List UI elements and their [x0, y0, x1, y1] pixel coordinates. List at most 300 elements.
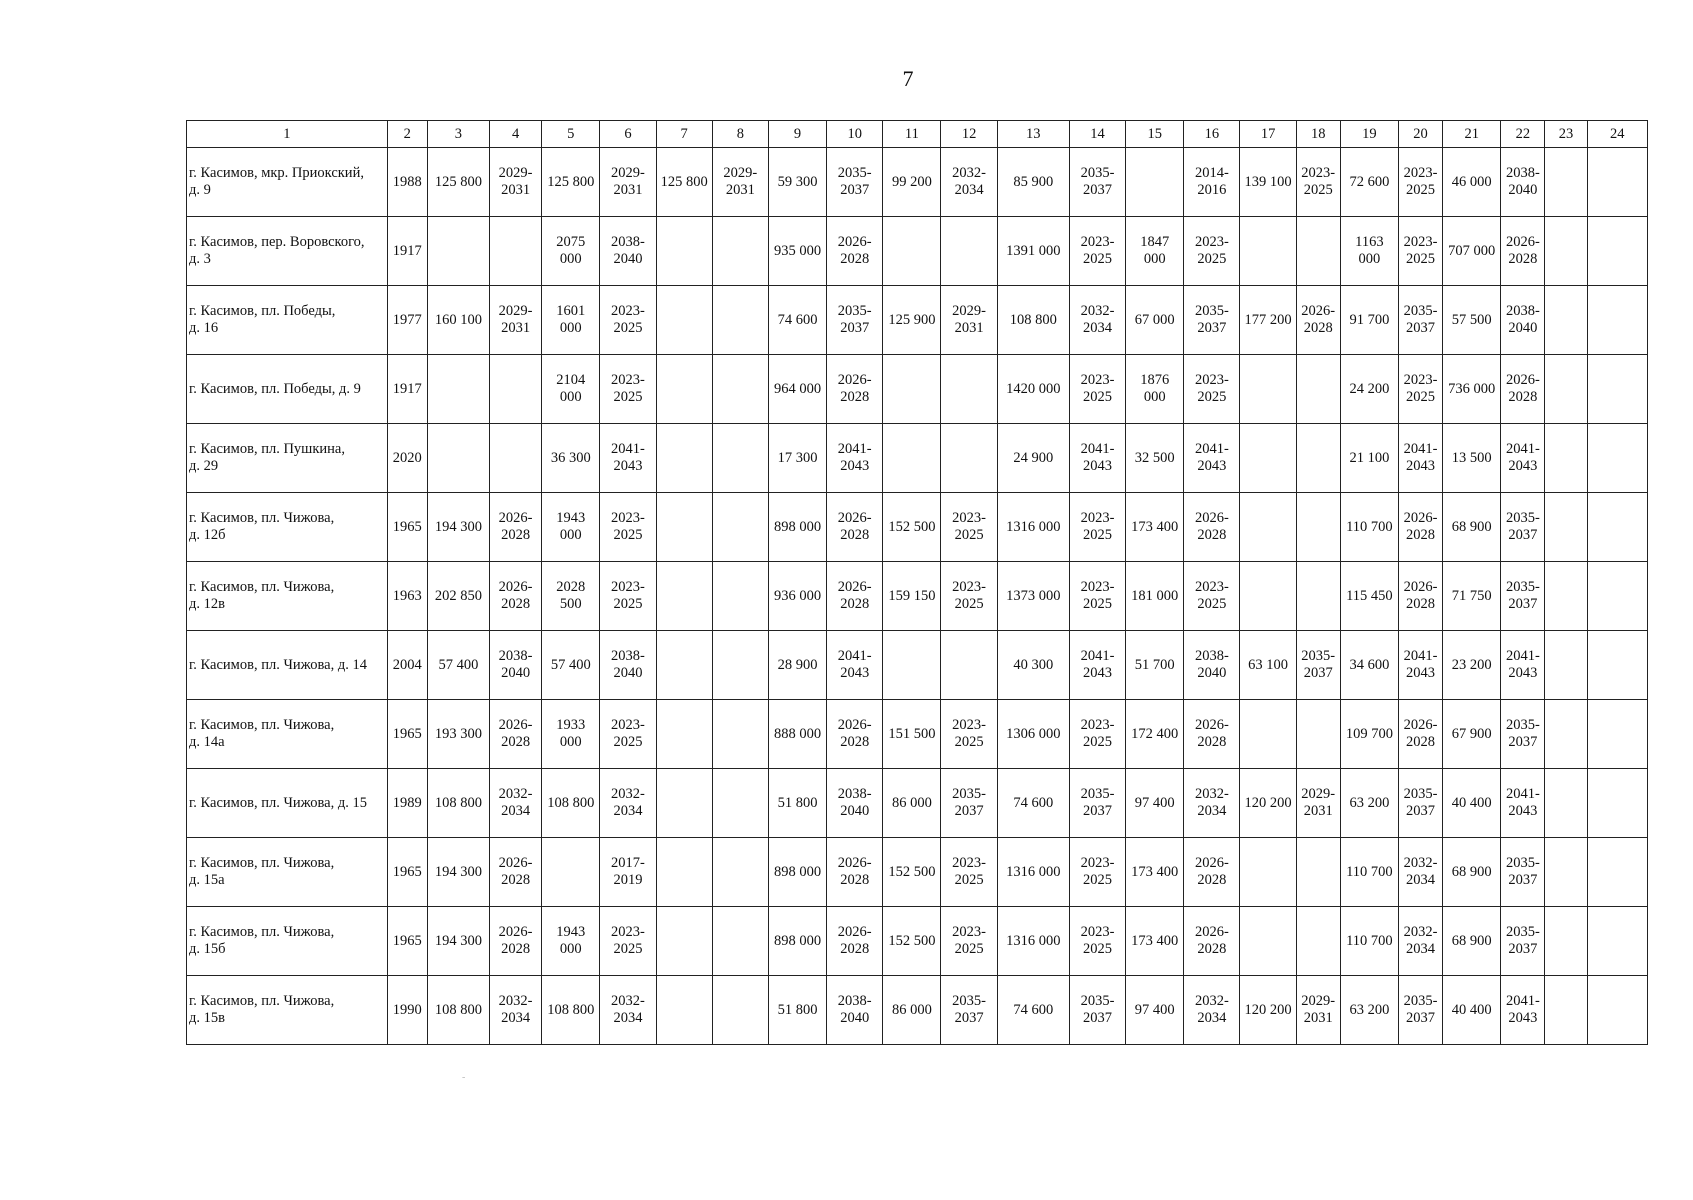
- table-cell: 1847 000: [1126, 217, 1184, 286]
- table-cell: 2026- 2028: [827, 700, 883, 769]
- table-cell: 964 000: [768, 355, 826, 424]
- table-cell: [1545, 424, 1587, 493]
- table-cell: [490, 217, 542, 286]
- table-cell: 2041- 2043: [827, 631, 883, 700]
- table-row: [187, 907, 1648, 976]
- column-header-19: 19: [1340, 121, 1398, 148]
- table-cell: 2023- 2025: [1069, 562, 1125, 631]
- table-cell: [1587, 907, 1647, 976]
- column-header-3: 3: [427, 121, 489, 148]
- table-cell: [1240, 217, 1296, 286]
- table-cell: [1587, 631, 1647, 700]
- table-cell: [712, 838, 768, 907]
- table-cell: 2035- 2037: [1069, 148, 1125, 217]
- column-header-24: 24: [1587, 121, 1647, 148]
- table-cell: 2035- 2037: [1501, 838, 1545, 907]
- table-cell: 898 000: [768, 493, 826, 562]
- table-cell: 1943 000: [542, 907, 600, 976]
- table-cell: 2026- 2028: [827, 493, 883, 562]
- table-cell: 109 700: [1340, 700, 1398, 769]
- table-cell: 2035- 2037: [1501, 562, 1545, 631]
- table-cell: 21 100: [1340, 424, 1398, 493]
- table-cell: 736 000: [1443, 355, 1501, 424]
- header-row: [187, 121, 1648, 148]
- table-cell: 1933 000: [542, 700, 600, 769]
- column-header-17: 17: [1240, 121, 1296, 148]
- table-cell: 139 100: [1240, 148, 1296, 217]
- column-header-18: 18: [1296, 121, 1340, 148]
- table-cell: [1296, 424, 1340, 493]
- column-header-6: 6: [600, 121, 656, 148]
- table-cell: 2029- 2031: [1296, 769, 1340, 838]
- table-cell: 2028 500: [542, 562, 600, 631]
- table-cell: [1587, 286, 1647, 355]
- table-cell: [1545, 976, 1587, 1045]
- table-cell: 2041- 2043: [1069, 424, 1125, 493]
- table-cell: [883, 217, 941, 286]
- column-header-16: 16: [1184, 121, 1240, 148]
- table-cell: [427, 355, 489, 424]
- column-header-23: 23: [1545, 121, 1587, 148]
- table-cell: 63 100: [1240, 631, 1296, 700]
- table-cell: 2032- 2034: [1184, 976, 1240, 1045]
- table-cell: [941, 217, 997, 286]
- table-cell: 2029- 2031: [490, 286, 542, 355]
- table-cell: 2026- 2028: [1398, 700, 1442, 769]
- table-cell: 2038- 2040: [827, 769, 883, 838]
- table-cell: [1296, 562, 1340, 631]
- table-cell: 1943 000: [542, 493, 600, 562]
- table-cell: 2023- 2025: [1398, 355, 1442, 424]
- table-row: [187, 631, 1648, 700]
- table-cell: 125 800: [656, 148, 712, 217]
- table-cell: [1240, 838, 1296, 907]
- table-cell: 2032- 2034: [941, 148, 997, 217]
- table-cell: 2004: [387, 631, 427, 700]
- table-cell: 177 200: [1240, 286, 1296, 355]
- table-cell: 2023- 2025: [1184, 355, 1240, 424]
- table-cell: [1587, 562, 1647, 631]
- table-cell: 36 300: [542, 424, 600, 493]
- table-cell: 1316 000: [997, 493, 1069, 562]
- table-cell: [883, 424, 941, 493]
- table-cell: 2023- 2025: [1069, 907, 1125, 976]
- table-cell: 86 000: [883, 976, 941, 1045]
- table-cell: 1420 000: [997, 355, 1069, 424]
- table-cell: 2038- 2040: [490, 631, 542, 700]
- table-cell: 2035- 2037: [1398, 769, 1442, 838]
- table-cell: 2026- 2028: [490, 493, 542, 562]
- table-cell: [656, 562, 712, 631]
- table-cell: [712, 355, 768, 424]
- table-cell: 2023- 2025: [600, 493, 656, 562]
- table-cell: 2075 000: [542, 217, 600, 286]
- table-cell: 74 600: [768, 286, 826, 355]
- table-cell: 2023- 2025: [941, 700, 997, 769]
- table-cell: 108 800: [427, 976, 489, 1045]
- column-header-7: 7: [656, 121, 712, 148]
- table-row: [187, 976, 1648, 1045]
- table-cell: 1373 000: [997, 562, 1069, 631]
- table-cell: 108 800: [542, 769, 600, 838]
- table-cell: [712, 769, 768, 838]
- table-cell: 91 700: [1340, 286, 1398, 355]
- table-cell: 2032- 2034: [490, 976, 542, 1045]
- table-cell: 2026- 2028: [1501, 217, 1545, 286]
- data-table: [186, 120, 1648, 1045]
- table-cell: 24 900: [997, 424, 1069, 493]
- table-cell: 2023- 2025: [1398, 217, 1442, 286]
- table-cell: [883, 355, 941, 424]
- table-cell: 172 400: [1126, 700, 1184, 769]
- table-cell: 67 900: [1443, 700, 1501, 769]
- table-cell: [1545, 217, 1587, 286]
- table-cell: [1587, 148, 1647, 217]
- table-cell: [1545, 838, 1587, 907]
- table-row: [187, 769, 1648, 838]
- table-cell: [941, 424, 997, 493]
- table-cell: [656, 355, 712, 424]
- table-cell: 110 700: [1340, 907, 1398, 976]
- table-cell: 1601 000: [542, 286, 600, 355]
- table-cell: 57 500: [1443, 286, 1501, 355]
- table-cell: 40 300: [997, 631, 1069, 700]
- table-cell: [712, 424, 768, 493]
- address-cell: г. Касимов, пл. Чижова, д. 12в: [187, 562, 388, 631]
- table-cell: [1126, 148, 1184, 217]
- table-cell: 2035- 2037: [827, 286, 883, 355]
- table-cell: 2035- 2037: [1501, 907, 1545, 976]
- table-cell: 2038- 2040: [600, 217, 656, 286]
- table-cell: 63 200: [1340, 976, 1398, 1045]
- table-cell: 935 000: [768, 217, 826, 286]
- table-cell: 2035- 2037: [1501, 493, 1545, 562]
- table-cell: 40 400: [1443, 769, 1501, 838]
- table-cell: 898 000: [768, 907, 826, 976]
- table-cell: 51 700: [1126, 631, 1184, 700]
- table-cell: 2023- 2025: [941, 493, 997, 562]
- table-row: [187, 424, 1648, 493]
- table-cell: 2026- 2028: [490, 838, 542, 907]
- table-header: [187, 121, 1648, 148]
- table-cell: 2023- 2025: [1069, 838, 1125, 907]
- table-cell: 1965: [387, 700, 427, 769]
- table-cell: 2023- 2025: [941, 907, 997, 976]
- address-cell: г. Касимов, пл. Чижова, д. 15а: [187, 838, 388, 907]
- column-header-20: 20: [1398, 121, 1442, 148]
- table-cell: 57 400: [427, 631, 489, 700]
- table-row: [187, 493, 1648, 562]
- table-cell: [941, 355, 997, 424]
- table-cell: 2032- 2034: [600, 769, 656, 838]
- table-cell: 2026- 2028: [1184, 907, 1240, 976]
- table-cell: [712, 286, 768, 355]
- table-cell: 2038- 2040: [1501, 286, 1545, 355]
- table-row: [187, 355, 1648, 424]
- table-cell: 2023- 2025: [1069, 700, 1125, 769]
- table-cell: [1587, 976, 1647, 1045]
- table-cell: [1545, 700, 1587, 769]
- table-cell: [1240, 700, 1296, 769]
- table-cell: 2023- 2025: [1184, 217, 1240, 286]
- table-cell: 32 500: [1126, 424, 1184, 493]
- table-cell: 2041- 2043: [1398, 424, 1442, 493]
- table-cell: 2029- 2031: [712, 148, 768, 217]
- table-cell: 2026- 2028: [1184, 700, 1240, 769]
- table-cell: 2032- 2034: [1069, 286, 1125, 355]
- table-cell: 2029- 2031: [600, 148, 656, 217]
- address-cell: г. Касимов, пл. Чижова, д. 12б: [187, 493, 388, 562]
- table-cell: 2041- 2043: [1069, 631, 1125, 700]
- table-cell: 152 500: [883, 838, 941, 907]
- table-cell: 1963: [387, 562, 427, 631]
- table-cell: 97 400: [1126, 769, 1184, 838]
- table-cell: 125 800: [542, 148, 600, 217]
- table-cell: 2023- 2025: [600, 700, 656, 769]
- table-cell: [712, 631, 768, 700]
- table-cell: 2035- 2037: [1069, 976, 1125, 1045]
- table-cell: 2026- 2028: [1184, 838, 1240, 907]
- table-cell: 46 000: [1443, 148, 1501, 217]
- table-cell: [1545, 493, 1587, 562]
- table-cell: 125 900: [883, 286, 941, 355]
- table-cell: 1391 000: [997, 217, 1069, 286]
- table-cell: 2035- 2037: [1296, 631, 1340, 700]
- table-cell: 181 000: [1126, 562, 1184, 631]
- table-cell: 2023- 2025: [1184, 562, 1240, 631]
- table-cell: 2032- 2034: [490, 769, 542, 838]
- table-cell: 194 300: [427, 838, 489, 907]
- table-cell: [1587, 700, 1647, 769]
- table-cell: 63 200: [1340, 769, 1398, 838]
- table-cell: 2026- 2028: [1501, 355, 1545, 424]
- table-cell: 1917: [387, 217, 427, 286]
- table-cell: 51 800: [768, 976, 826, 1045]
- table-cell: 1965: [387, 907, 427, 976]
- table-cell: 2035- 2037: [1398, 976, 1442, 1045]
- table-cell: 2104 000: [542, 355, 600, 424]
- table-cell: [1296, 217, 1340, 286]
- table-cell: 40 400: [1443, 976, 1501, 1045]
- table-cell: [656, 424, 712, 493]
- table-cell: 2023- 2025: [600, 286, 656, 355]
- table-row: [187, 838, 1648, 907]
- table-cell: 1965: [387, 838, 427, 907]
- page-number: 7: [902, 66, 914, 91]
- table-cell: 2041- 2043: [1184, 424, 1240, 493]
- table-cell: 108 800: [997, 286, 1069, 355]
- table-cell: 24 200: [1340, 355, 1398, 424]
- table-cell: 936 000: [768, 562, 826, 631]
- table-cell: [1296, 700, 1340, 769]
- table-cell: [1545, 769, 1587, 838]
- table-cell: [656, 286, 712, 355]
- table-cell: 1988: [387, 148, 427, 217]
- table-cell: [427, 217, 489, 286]
- table-cell: 2023- 2025: [600, 907, 656, 976]
- table-cell: 2023- 2025: [1069, 493, 1125, 562]
- table-cell: 193 300: [427, 700, 489, 769]
- address-cell: г. Касимов, пл. Победы, д. 16: [187, 286, 388, 355]
- table-cell: [1587, 217, 1647, 286]
- table-cell: 2017- 2019: [600, 838, 656, 907]
- table-cell: 2035- 2037: [1184, 286, 1240, 355]
- address-cell: г. Касимов, пл. Победы, д. 9: [187, 355, 388, 424]
- table-cell: 2041- 2043: [827, 424, 883, 493]
- table-cell: 2035- 2037: [1501, 700, 1545, 769]
- table-cell: [1240, 355, 1296, 424]
- table-cell: 125 800: [427, 148, 489, 217]
- table-cell: 2020: [387, 424, 427, 493]
- table-row: [187, 286, 1648, 355]
- table-cell: 2035- 2037: [1398, 286, 1442, 355]
- table-cell: 2023- 2025: [941, 838, 997, 907]
- table-cell: 2041- 2043: [1501, 424, 1545, 493]
- table-cell: 2026- 2028: [1184, 493, 1240, 562]
- table-cell: [1587, 424, 1647, 493]
- column-header-12: 12: [941, 121, 997, 148]
- table-cell: [656, 217, 712, 286]
- table-cell: 115 450: [1340, 562, 1398, 631]
- table-cell: [427, 424, 489, 493]
- table-cell: 2041- 2043: [1501, 769, 1545, 838]
- table-cell: 2023- 2025: [1296, 148, 1340, 217]
- table-cell: [1296, 355, 1340, 424]
- table-cell: 1316 000: [997, 907, 1069, 976]
- table-row: [187, 562, 1648, 631]
- table-cell: 85 900: [997, 148, 1069, 217]
- table-cell: [1587, 838, 1647, 907]
- table-cell: 1316 000: [997, 838, 1069, 907]
- table-cell: 173 400: [1126, 907, 1184, 976]
- table-cell: 2029- 2031: [1296, 976, 1340, 1045]
- address-cell: г. Касимов, мкр. Приокский, д. 9: [187, 148, 388, 217]
- table-cell: [1545, 631, 1587, 700]
- table-cell: [712, 700, 768, 769]
- table-cell: [490, 355, 542, 424]
- table-cell: [712, 907, 768, 976]
- address-cell: г. Касимов, пл. Чижова, д. 14: [187, 631, 388, 700]
- table-cell: [941, 631, 997, 700]
- table-cell: 2041- 2043: [600, 424, 656, 493]
- column-header-15: 15: [1126, 121, 1184, 148]
- table-cell: 173 400: [1126, 493, 1184, 562]
- table-cell: 2035- 2037: [941, 976, 997, 1045]
- table-body: [187, 148, 1648, 1045]
- address-cell: г. Касимов, пл. Чижова, д. 15в: [187, 976, 388, 1045]
- table-cell: [1296, 838, 1340, 907]
- scan-artifact: -: [462, 1072, 466, 1083]
- table-cell: [1296, 493, 1340, 562]
- table-cell: 2041- 2043: [1501, 976, 1545, 1045]
- table-cell: [1240, 424, 1296, 493]
- table-cell: 2026- 2028: [827, 907, 883, 976]
- table-cell: [883, 631, 941, 700]
- table-cell: [1296, 907, 1340, 976]
- table-cell: 1917: [387, 355, 427, 424]
- table-cell: 2041- 2043: [1398, 631, 1442, 700]
- table-cell: 1989: [387, 769, 427, 838]
- table-cell: 707 000: [1443, 217, 1501, 286]
- table-cell: [656, 769, 712, 838]
- table-cell: 67 000: [1126, 286, 1184, 355]
- table-cell: 17 300: [768, 424, 826, 493]
- table-cell: 2026- 2028: [1398, 562, 1442, 631]
- table-cell: 99 200: [883, 148, 941, 217]
- table-cell: 2038- 2040: [827, 976, 883, 1045]
- table-cell: [1587, 769, 1647, 838]
- table-cell: 2038- 2040: [600, 631, 656, 700]
- table-cell: 108 800: [427, 769, 489, 838]
- table-cell: [1545, 562, 1587, 631]
- table-cell: 13 500: [1443, 424, 1501, 493]
- table-cell: 1876 000: [1126, 355, 1184, 424]
- table-cell: 57 400: [542, 631, 600, 700]
- table-cell: 2026- 2028: [490, 562, 542, 631]
- table-cell: 72 600: [1340, 148, 1398, 217]
- table-cell: [656, 907, 712, 976]
- table-cell: 97 400: [1126, 976, 1184, 1045]
- table-cell: [1587, 493, 1647, 562]
- table-cell: [1587, 355, 1647, 424]
- table-cell: 2032- 2034: [600, 976, 656, 1045]
- table-cell: 2038- 2040: [1184, 631, 1240, 700]
- table-cell: 108 800: [542, 976, 600, 1045]
- table-cell: 1977: [387, 286, 427, 355]
- table-cell: [1545, 148, 1587, 217]
- column-header-13: 13: [997, 121, 1069, 148]
- table-cell: [1240, 562, 1296, 631]
- table-cell: [712, 217, 768, 286]
- address-cell: г. Касимов, пл. Пушкина, д. 29: [187, 424, 388, 493]
- address-cell: г. Касимов, пер. Воровского, д. 3: [187, 217, 388, 286]
- table-row: [187, 217, 1648, 286]
- table-cell: 2026- 2028: [827, 355, 883, 424]
- table-cell: 159 150: [883, 562, 941, 631]
- address-cell: г. Касимов, пл. Чижова, д. 15б: [187, 907, 388, 976]
- table-cell: 68 900: [1443, 838, 1501, 907]
- table-cell: [712, 976, 768, 1045]
- table-cell: 110 700: [1340, 838, 1398, 907]
- column-header-14: 14: [1069, 121, 1125, 148]
- table-cell: 1306 000: [997, 700, 1069, 769]
- table-cell: 2026- 2028: [1296, 286, 1340, 355]
- table-cell: 2035- 2037: [827, 148, 883, 217]
- table-cell: [542, 838, 600, 907]
- table-cell: 1965: [387, 493, 427, 562]
- table-cell: 120 200: [1240, 976, 1296, 1045]
- table-cell: 2023- 2025: [1398, 148, 1442, 217]
- column-header-21: 21: [1443, 121, 1501, 148]
- column-header-2: 2: [387, 121, 427, 148]
- table-cell: 34 600: [1340, 631, 1398, 700]
- table-cell: 120 200: [1240, 769, 1296, 838]
- table-cell: 71 750: [1443, 562, 1501, 631]
- table-cell: [1240, 907, 1296, 976]
- table-cell: 160 100: [427, 286, 489, 355]
- table-cell: 2026- 2028: [490, 700, 542, 769]
- table-cell: 2026- 2028: [1398, 493, 1442, 562]
- table-cell: [1240, 493, 1296, 562]
- table-cell: 2035- 2037: [1069, 769, 1125, 838]
- table-cell: 151 500: [883, 700, 941, 769]
- table-cell: 173 400: [1126, 838, 1184, 907]
- column-header-8: 8: [712, 121, 768, 148]
- table-cell: 1163 000: [1340, 217, 1398, 286]
- table-cell: [712, 562, 768, 631]
- table-cell: 2026- 2028: [490, 907, 542, 976]
- column-header-4: 4: [490, 121, 542, 148]
